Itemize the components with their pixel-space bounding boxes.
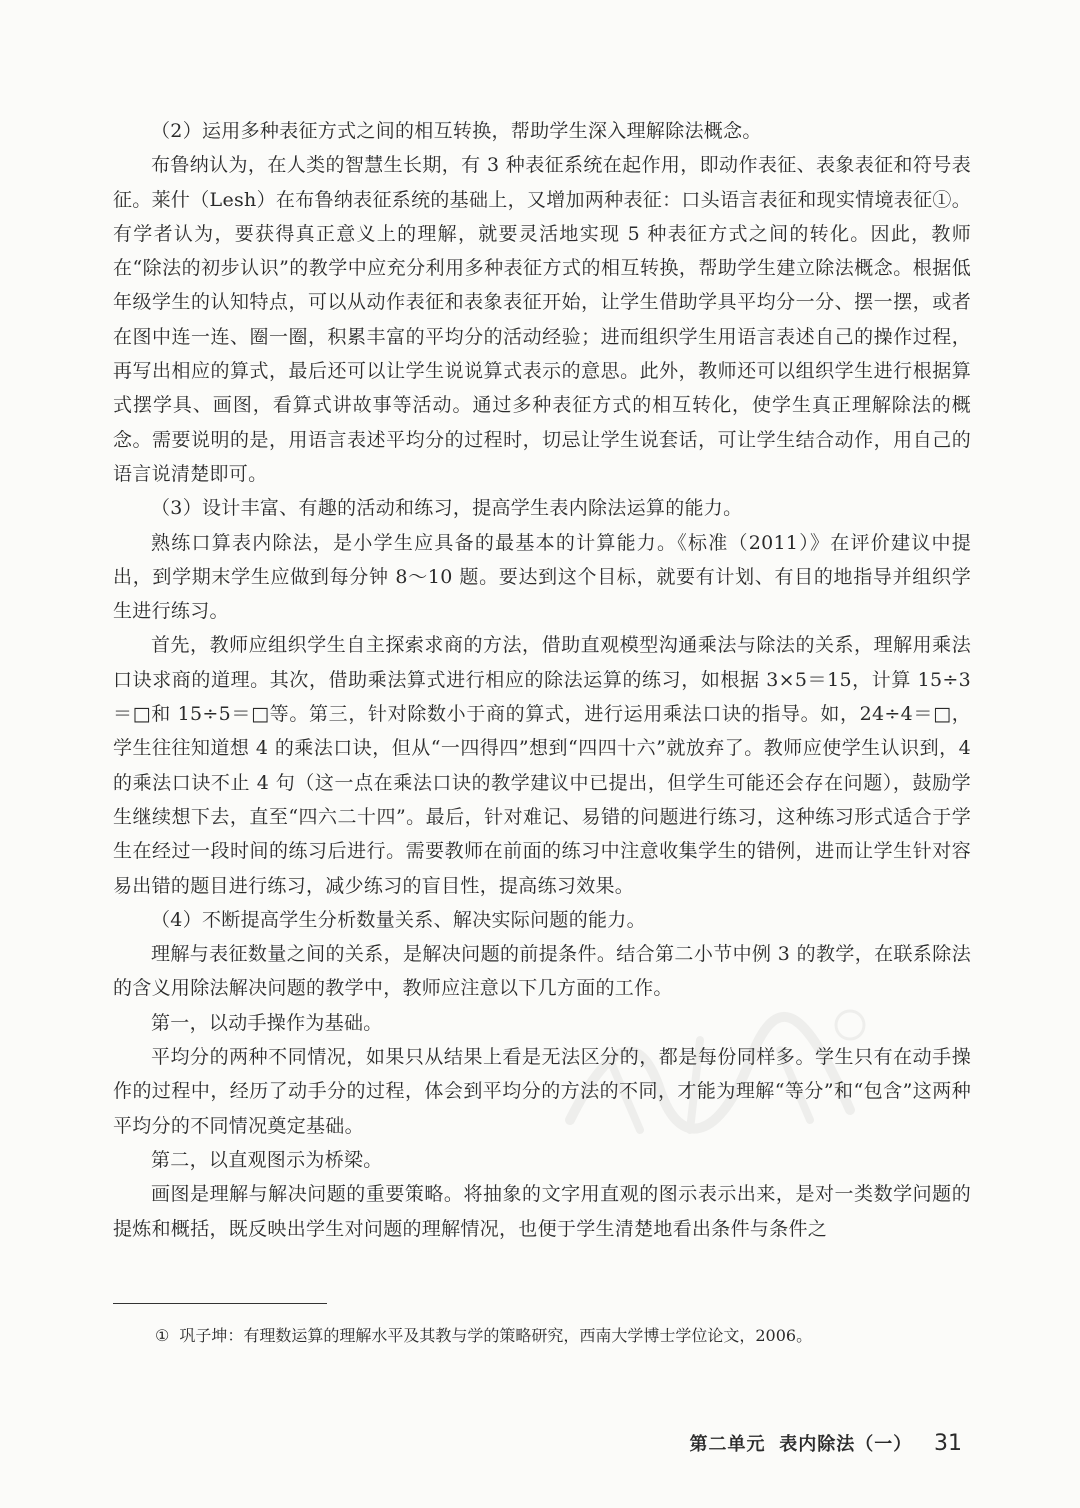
footnote-mark: ① [155,1326,170,1345]
heading-point-3: （3）设计丰富、有趣的活动和练习，提高学生表内除法运算的能力。 [151,497,743,520]
footnote-text: 巩子坤：有理数运算的理解水平及其教与学的策略研究，西南大学博士学位论文，2006。 [179,1326,813,1345]
paragraph-quantity-relations: 理解与表征数量之间的关系，是解决问题的前提条件。结合第二小节中例 3 的教学，在联系除法的含义用除法解决问题的教学中，教师应注意以下几方面的工作。 [113,943,971,1000]
main-text [113,114,971,1246]
paragraph-drawing-strategy: 画图是理解与解决问题的重要策略。将抽象的文字用直观的图示表示出来，是对一类数学问题的提炼和概括，既反映出学生对问题的理解情况，也便于学生清楚地看出条件与条件之 [113,1183,971,1240]
paragraph-practice-steps: 首先，教师应组织学生自主探索求商的方法，借助直观模型沟通乘法与除法的关系，理解用乘法口诀求商的道理。其次，借助乘法算式进行相应的除法运算的练习，如根据 3×5＝15，计算 15÷3＝□和 15÷5＝□等。第三，针对除数小于商的算式，进行运用乘法口诀的指导。如，24÷4＝□，学生往往知道想 4 的乘法口诀，但从“一四得四”想到“四四十六”就放弃了。教师应使学生认识到，4 的乘法口诀不止 4 句（这一点在乘法口诀的教学建议中已提出，但学生可能还会存在问题），鼓励学生继续想下去，直至“四六二十四”。最后，针对难记、易错的问题进行练习，这种练习形式适合于学生在经过一段时间的练习后进行。需要教师在前面的练习中注意收集学生的错例，进而让学生针对容易出错的题目进行练习，减少练习的盲目性，提高练习效果。 [113,634,971,897]
paragraph-oral-calculation: 熟练口算表内除法，是小学生应具备的最基本的计算能力。《标准（2011）》在评价建议中提出，到学期末学生应做到每分钟 8～10 题。要达到这个目标，就要有计划、有目的地指导并组织学生进行练习。 [113,531,971,623]
page-footer [690,1432,962,1457]
footer-chapter-title: 表内除法（一） [779,1434,913,1455]
heading-point-2: （2）运用多种表征方式之间的相互转换，帮助学生深入理解除法概念。 [151,120,762,142]
paragraph-equal-division: 平均分的两种不同情况，如果只从结果上看是无法区分的，都是每份同样多。学生只有在动手操作的过程中，经历了动手分的过程，体会到平均分的方法的不同，才能为理解“等分”和“包含”这两种平均分的不同情况奠定基础。 [113,1046,971,1137]
footnote-divider [113,1303,327,1304]
paragraph-second-point: 第二，以直观图示为桥梁。 [151,1148,383,1171]
footer-unit-label: 第二单元 [689,1434,766,1455]
heading-point-4: （4）不断提高学生分析数量关系、解决实际问题的能力。 [151,908,646,931]
paragraph-representation: 布鲁纳认为，在人类的智慧生长期，有 3 种表征系统在起作用，即动作表征、表象表征和符号表征。莱什（Lesh）在布鲁纳表征系统的基础上，又增加两种表征：口头语言表征和现实情境表征①。有学者认为，要获得真正意义上的理解，就要灵活地实现 5 种表征方式之间的转化。因此，教师在“除法的初步认识”的教学中应充分利用多种表征方式的相互转换，帮助学生建立除法概念。根据低年级学生的认知特点，可以从动作表征和表象表征开始，让学生借助学具平均分一分、摆一摆，或者在图中连一连、圈一圈，积累丰富的平均分的活动经验；进而组织学生用语言表述自己的操作过程，再写出相应的算式，最后还可以让学生说说算式表示的意思。此外，教师还可以组织学生进行根据算式摆学具、画图，看算式讲故事等活动。通过多种表征方式的相互转化，使学生真正理解除法的概念。需要说明的是，用语言表述平均分的过程时，切忌让学生说套话，可让学生结合动作，用自己的语言说清楚即可。 [113,154,971,485]
footnote [155,1325,975,1347]
page-number: 31 [934,1431,962,1456]
paragraph-first-point: 第一，以动手操作为基础。 [151,1011,383,1034]
